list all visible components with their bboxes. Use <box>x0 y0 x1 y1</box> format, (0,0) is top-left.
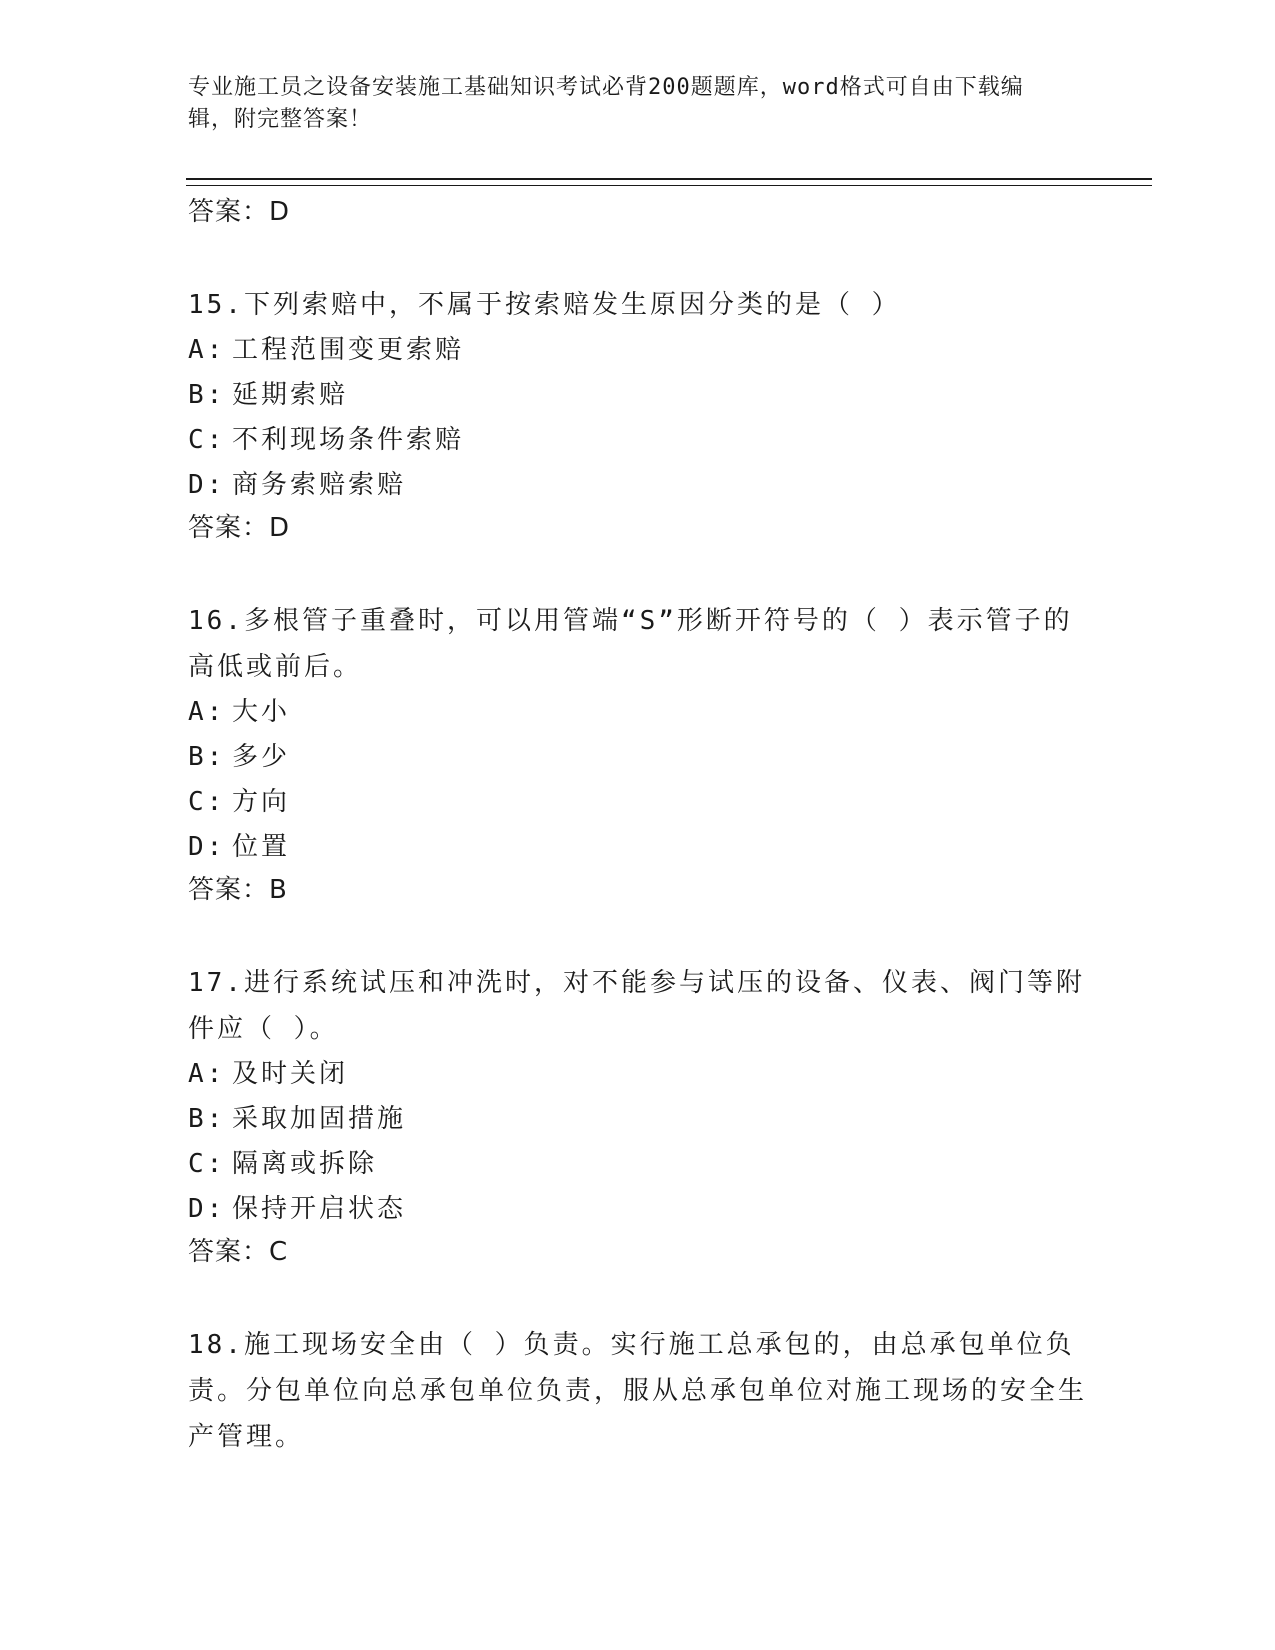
question-text: 18.施工现场安全由（ ）负责。实行施工总承包的，由总承包单位负责。分包单位向总承包单位负责，服从总承包单位对施工现场的安全生产管理。 <box>188 1330 1088 1452</box>
question-block <box>188 960 1088 1272</box>
option-letter: D: <box>188 832 226 862</box>
option-letter: B: <box>188 380 226 410</box>
option-d <box>188 825 1088 870</box>
option-b <box>188 735 1088 780</box>
option-text: 大小 <box>232 697 291 727</box>
option-text: 商务索赔索赔 <box>232 470 407 500</box>
option-text: 工程范围变更索赔 <box>232 335 465 365</box>
option-text: 不利现场条件索赔 <box>232 425 465 455</box>
question-block <box>188 282 1088 548</box>
option-c <box>188 780 1088 825</box>
option-b <box>188 373 1088 418</box>
answer-line: 答案：B <box>188 875 288 905</box>
option-letter: C: <box>188 425 226 455</box>
document-header: 专业施工员之设备安装施工基础知识考试必背200题题库，word格式可自由下载编辑，附完整答案！ <box>188 75 1024 132</box>
option-a <box>188 328 1088 373</box>
option-text: 保持开启状态 <box>232 1194 407 1224</box>
question-text: 15.下列索赔中，不属于按索赔发生原因分类的是（ ） <box>188 290 901 320</box>
option-letter: D: <box>188 470 226 500</box>
option-letter: D: <box>188 1194 226 1224</box>
option-text: 位置 <box>232 832 291 862</box>
option-c <box>188 418 1088 463</box>
option-text: 多少 <box>232 742 291 772</box>
option-letter: A: <box>188 697 226 727</box>
option-letter: C: <box>188 787 226 817</box>
question-block <box>188 1322 1088 1460</box>
option-a <box>188 1052 1088 1097</box>
question-block <box>188 598 1088 910</box>
question-list <box>188 192 1088 1460</box>
answer-line: 答案：C <box>188 1237 289 1267</box>
header-divider <box>186 178 1152 186</box>
option-b <box>188 1097 1088 1142</box>
option-c <box>188 1142 1088 1187</box>
answer-line: 答案：D <box>188 197 291 227</box>
option-letter: B: <box>188 742 226 772</box>
option-letter: C: <box>188 1149 226 1179</box>
option-text: 延期索赔 <box>232 380 349 410</box>
question-text: 17.进行系统试压和冲洗时，对不能参与试压的设备、仪表、阀门等附件应（ ）。 <box>188 968 1085 1044</box>
option-letter: A: <box>188 1059 226 1089</box>
question-text: 16.多根管子重叠时，可以用管端“S”形断开符号的（ ）表示管子的高低或前后。 <box>188 606 1073 682</box>
option-d <box>188 1187 1088 1232</box>
option-text: 采取加固措施 <box>232 1104 407 1134</box>
option-letter: B: <box>188 1104 226 1134</box>
option-text: 方向 <box>232 787 291 817</box>
option-text: 隔离或拆除 <box>232 1149 378 1179</box>
option-text: 及时关闭 <box>232 1059 349 1089</box>
option-d <box>188 463 1088 508</box>
option-letter: A: <box>188 335 226 365</box>
option-a <box>188 690 1088 735</box>
answer-line: 答案：D <box>188 513 291 543</box>
